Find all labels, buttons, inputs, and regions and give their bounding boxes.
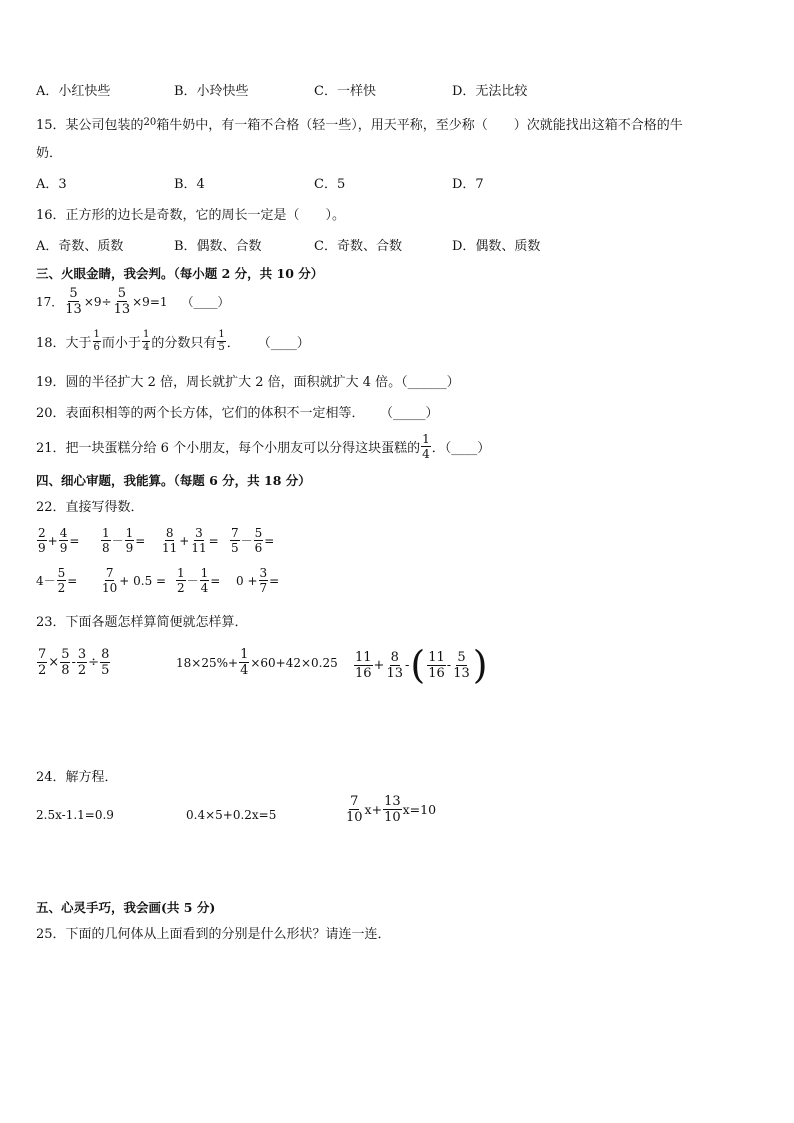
fraction: $\frac{1}{6}$	[93, 329, 100, 353]
fraction: $\frac{7}{10}$	[346, 794, 363, 825]
q22-expr-4: $\frac{7}{5}$ － $\frac{5}{6}$ =	[231, 526, 275, 555]
answer-blank[interactable]: （_____）	[386, 406, 439, 421]
fraction: $\frac{1}{8}$	[102, 526, 110, 555]
fraction: $\frac{5}{2}$	[57, 566, 66, 595]
fraction: $\frac{5}{13}$	[65, 286, 82, 317]
q16-question: 16．正方形的边长是奇数，它的周长一定是（ ）。	[36, 208, 346, 223]
fraction: $\frac{5}{13}$	[113, 286, 131, 317]
q15-question-cont: 奶．	[36, 146, 63, 161]
q16-option-c: C．奇数、合数	[314, 239, 402, 254]
q15-option-d: D．7	[452, 177, 484, 192]
answer-blank[interactable]: （____）	[181, 295, 230, 309]
q15-option-a: A．3	[36, 177, 67, 192]
fraction: $\frac{11}{16}$	[428, 649, 445, 681]
q22-expr-1: $\frac{2}{9}$ + $\frac{4}{9}$ =	[38, 526, 80, 555]
right-paren: )	[472, 643, 488, 687]
q22-expr-2: $\frac{1}{8}$ － $\frac{1}{9}$ =	[102, 526, 146, 555]
q15-number: 20	[143, 117, 157, 128]
fraction: $\frac{1}{2}$	[177, 566, 185, 595]
q22-expr-6: $\frac{7}{10}$ + 0.5 =	[102, 566, 167, 595]
fraction: $\frac{5}{6}$	[254, 526, 263, 555]
q17-question: 17． $\frac{5}{13}$ ×9÷ $\frac{5}{13}$ ×9=1 （____）	[36, 286, 230, 317]
q16-option-b: B．偶数、合数	[174, 239, 262, 254]
q15-option-b: B．4	[174, 177, 205, 192]
q22-title: 22．直接写得数．	[36, 500, 144, 515]
fraction: $\frac{3}{7}$	[259, 566, 268, 595]
fraction: $\frac{7}{2}$	[38, 647, 47, 678]
fraction: $\frac{11}{16}$	[355, 649, 372, 681]
fraction: $\frac{1}{4}$	[142, 329, 150, 353]
q20-question: 20．表面积相等的两个长方体，它们的体积不一定相等． （_____）	[36, 406, 439, 421]
q22-expr-7: $\frac{1}{2}$ － $\frac{1}{4}$ =	[177, 566, 221, 595]
q16-option-d: D．偶数、质数	[452, 239, 541, 254]
q14-option-d: D．无法比较	[452, 84, 528, 99]
q24-eq-2: 0.4×5+0.2x=5	[186, 808, 277, 822]
q21-question: 21．把一块蛋糕分给 6 个小朋友，每个小朋友可以分得这块蛋糕的 $\frac{1}{4}$ ．（____）	[36, 432, 491, 461]
q14-option-b: B．小玲快些	[174, 84, 249, 99]
q22-expr-8: 0 + $\frac{3}{7}$ =	[236, 566, 280, 595]
fraction: $\frac{1}{4}$	[200, 566, 209, 595]
section-3-heading: 三、火眼金睛，我会判。（每小题 2 分，共 10 分）	[36, 266, 324, 281]
q16-option-a: A．奇数、质数	[36, 239, 124, 254]
section-5-heading: 五、心灵手巧，我会画(共 5 分)	[36, 900, 216, 915]
left-paren: (	[410, 643, 426, 687]
section-4-heading: 四、细心审题，我能算。（每题 6 分，共 18 分）	[36, 473, 311, 488]
fraction: $\frac{4}{9}$	[59, 526, 68, 555]
q15-question: 15．某公司包装的$^{20}$箱牛奶中，有一箱不合格（轻一些），用天平称，至少称（ ）次就能找出这箱不合格的牛	[36, 117, 683, 133]
q23-expr-3: $\frac{11}{16}$ + $\frac{8}{13}$ - ( $\frac{11}{16}$ - $\frac{5}{13}$ )	[355, 643, 488, 687]
q22-expr-5: 4－ $\frac{5}{2}$ =	[36, 566, 78, 595]
fraction: $\frac{7}{10}$	[102, 566, 118, 595]
fraction: $\frac{13}{10}$	[384, 794, 401, 825]
fraction: $\frac{3}{11}$	[191, 526, 207, 555]
fraction: $\frac{1}{5}$	[218, 329, 225, 353]
q22-expr-3: $\frac{8}{11}$ + $\frac{3}{11}$ =	[162, 526, 219, 555]
q23-title: 23．下面各题怎样算简便就怎样算．	[36, 615, 248, 630]
answer-blank[interactable]: ．（____）	[431, 441, 491, 456]
q14-option-c: C．一样快	[314, 84, 376, 99]
q24-title: 24．解方程．	[36, 770, 118, 785]
fraction: $\frac{1}{9}$	[125, 526, 134, 555]
q23-expr-2: 18×25%+ $\frac{1}{4}$ ×60+42×0.25	[176, 647, 338, 678]
q24-eq-3: $\frac{7}{10}$ x+ $\frac{13}{10}$ x=10	[346, 794, 437, 825]
fraction: $\frac{2}{9}$	[38, 526, 46, 555]
fraction: $\frac{3}{2}$	[77, 647, 87, 678]
q25-question: 25．下面的几何体从上面看到的分别是什么形状？请连一连．	[36, 927, 391, 942]
fraction: $\frac{8}{5}$	[101, 647, 110, 678]
fraction: $\frac{5}{8}$	[61, 647, 70, 678]
fraction: $\frac{1}{4}$	[240, 647, 249, 678]
fraction: $\frac{8}{13}$	[386, 649, 403, 681]
q18-question: 18．大于 $\frac{1}{6}$ 而小于 $\frac{1}{4}$ 的分数只有 $\frac{1}{5}$ ． （____）	[36, 329, 310, 353]
q19-question: 19．圆的半径扩大 2 倍，周长就扩大 2 倍，面积就扩大 4 倍。（______）	[36, 375, 460, 390]
fraction: $\frac{7}{5}$	[231, 526, 239, 555]
q24-eq-1: 2.5x-1.1=0.9	[36, 808, 114, 822]
q15-option-c: C．5	[314, 177, 346, 192]
fraction: $\frac{1}{4}$	[422, 432, 430, 461]
q23-expr-1: $\frac{7}{2}$ × $\frac{5}{8}$ - $\frac{3}{2}$ ÷ $\frac{8}{5}$	[38, 647, 110, 678]
fraction: $\frac{5}{13}$	[453, 649, 470, 681]
answer-blank[interactable]: （____）	[257, 336, 310, 351]
q14-option-a: A．小红快些	[36, 84, 111, 99]
fraction: $\frac{8}{11}$	[162, 526, 178, 555]
